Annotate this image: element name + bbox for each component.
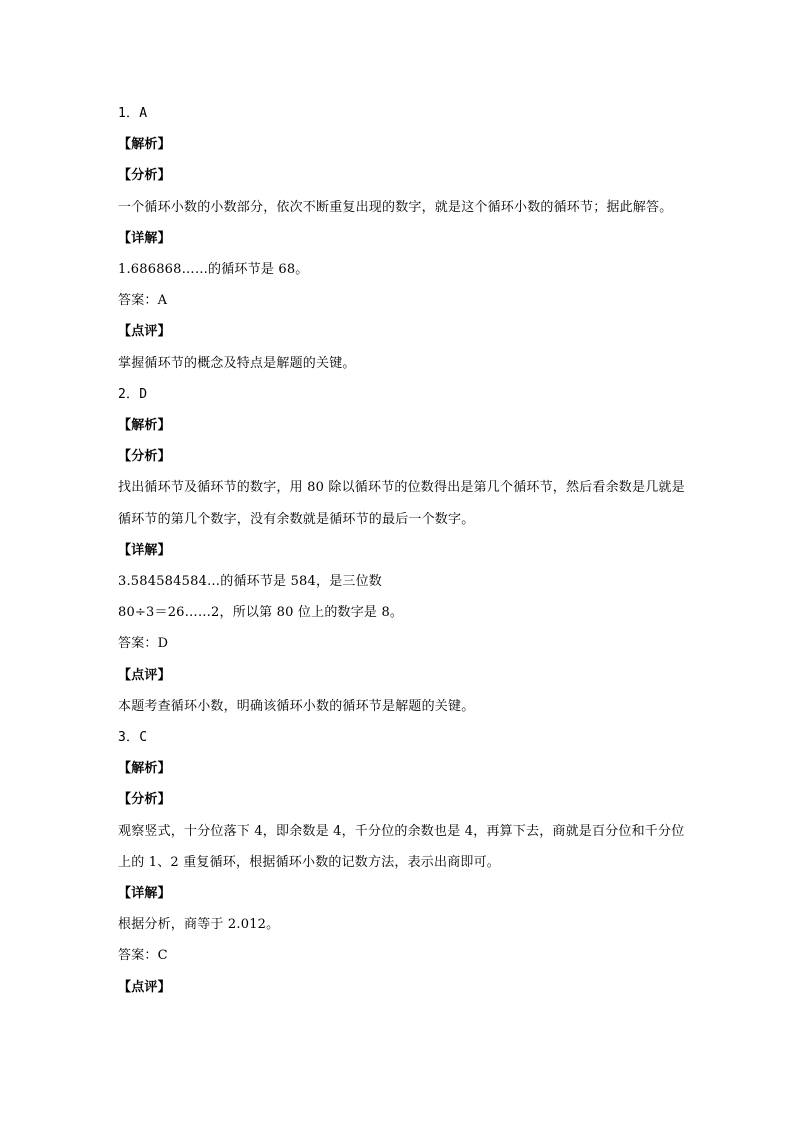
question-3-xiangjie-heading: 【详解】 [118, 886, 171, 902]
question-2-fenxi-heading: 【分析】 [118, 449, 171, 465]
question-1-number: 1．A [118, 106, 148, 121]
question-1-analysis: 一个循环小数的小数部分，依次不断重复出现的数字，就是这个循环小数的循环节；据此解答。 [118, 199, 673, 215]
question-3-detail-line-1: 根据分析，商等于 2.012。 [118, 917, 280, 933]
question-1-fenxi-heading: 【分析】 [118, 168, 171, 184]
question-3-answer: 答案：C [118, 948, 168, 964]
question-2-answer: 答案：D [118, 636, 169, 652]
question-2-detail-line-2: 80÷3＝26……2，所以第 80 位上的数字是 8。 [118, 605, 404, 621]
question-2-xiangjie-heading: 【详解】 [118, 542, 171, 558]
question-1-detail-line-1: 1.686868……的循环节是 68。 [118, 262, 309, 278]
question-1-jiexi-heading: 【解析】 [118, 137, 171, 153]
question-3-fenxi-heading: 【分析】 [118, 792, 171, 808]
question-2-number: 2．D [118, 386, 148, 402]
question-3-dianping-heading: 【点评】 [118, 979, 171, 995]
question-1-comment: 掌握循环节的概念及特点是解题的关键。 [118, 355, 356, 371]
question-3-jiexi-heading: 【解析】 [118, 761, 171, 777]
question-2-dianping-heading: 【点评】 [118, 667, 171, 683]
question-1-answer: 答案：A [118, 293, 168, 309]
question-2-jiexi-heading: 【解析】 [118, 418, 171, 434]
question-1-dianping-heading: 【点评】 [118, 324, 171, 340]
question-3-number: 3．C [118, 730, 148, 746]
answer-document [118, 98, 688, 1003]
question-3-analysis: 观察竖式，十分位落下 4，即余数是 4，千分位的余数也是 4，再算下去，商就是百分位和千分位上的 1、2 重复循环，根据循环小数的记数方法，表示出商即可。 [118, 823, 685, 870]
question-1-xiangjie-heading: 【详解】 [118, 230, 171, 246]
question-2-analysis: 找出循环节及循环节的数字，用 80 除以循环节的位数得出是第几个循环节，然后看余数是几就是循环节的第几个数字，没有余数就是循环节的最后一个数字。 [118, 480, 685, 527]
question-2-comment: 本题考查循环小数，明确该循环小数的循环节是解题的关键。 [118, 698, 475, 714]
question-2-detail-line-1: 3.584584584…的循环节是 584，是三位数 [118, 574, 382, 590]
